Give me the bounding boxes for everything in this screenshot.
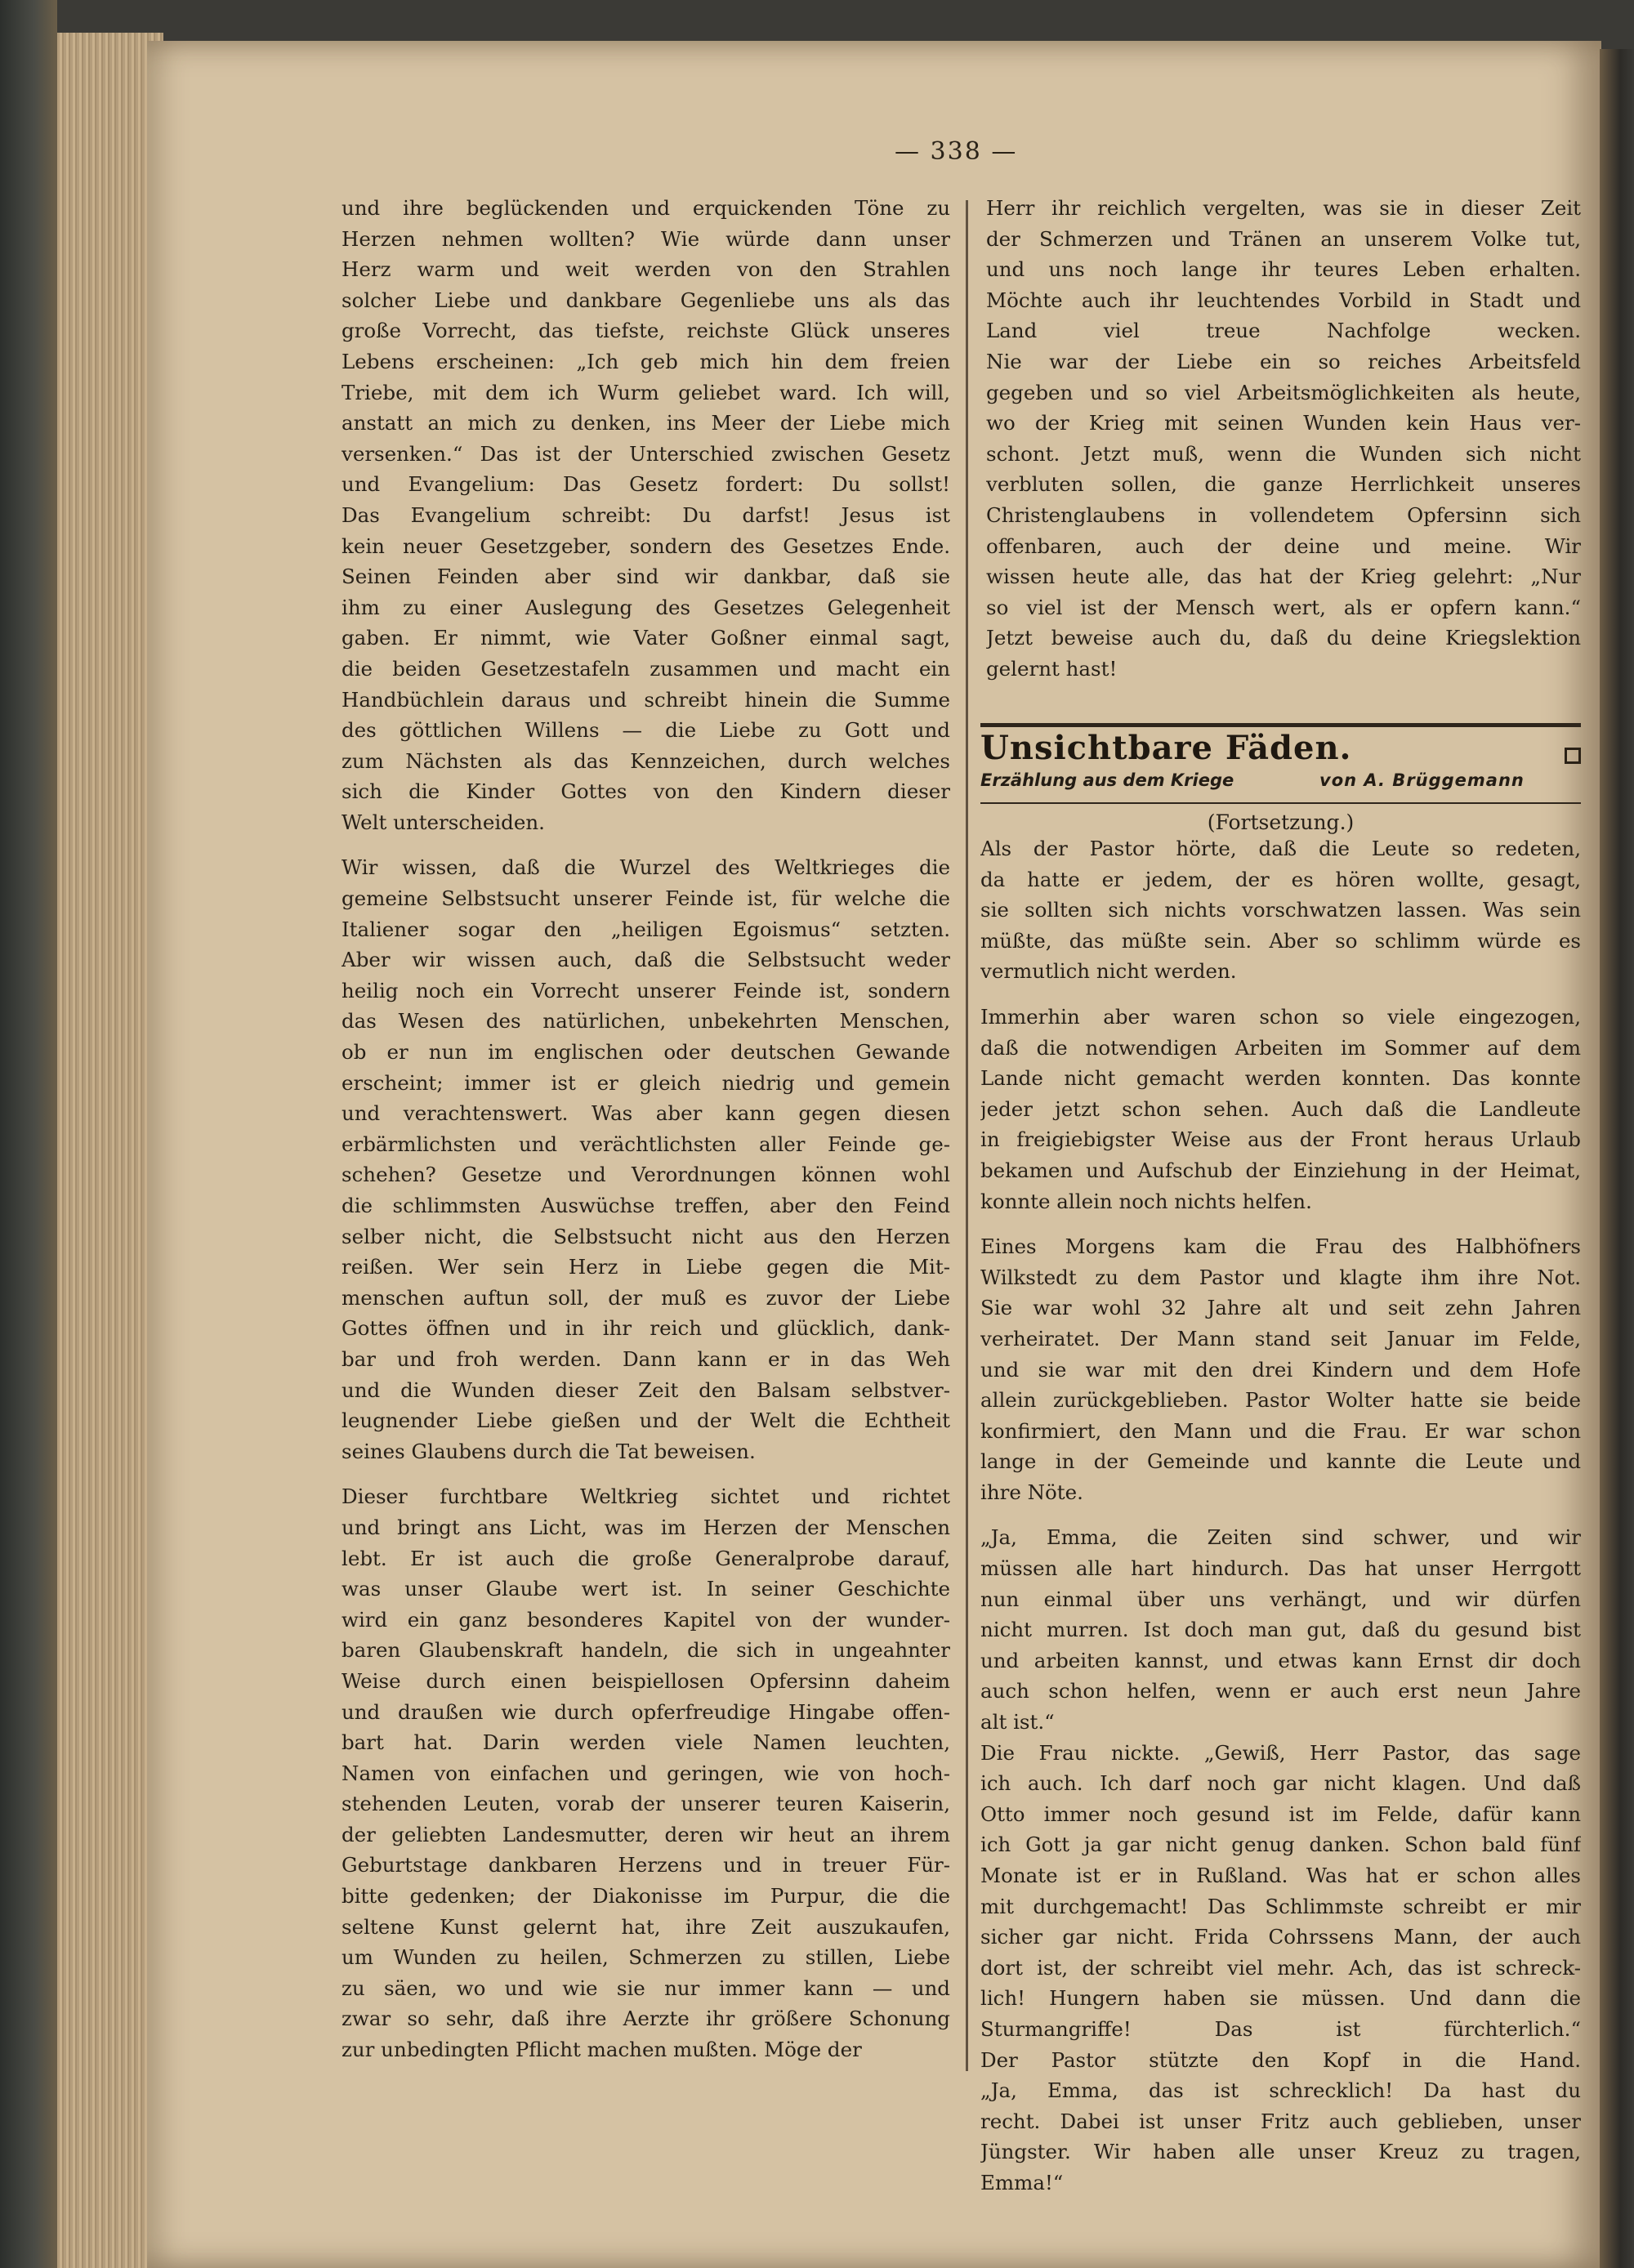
text-line: und verachtenswert. Was aber kann gegen diesen bbox=[342, 1101, 950, 1126]
text-line: große Vorrecht, das tiefste, reichste Glück unseres bbox=[342, 319, 950, 343]
paragraph-gap bbox=[980, 1217, 1581, 1231]
text-line: offenbaren, auch der deine und meine. Wir bbox=[986, 534, 1581, 558]
text-line: Das Evangelium schreibt: Du darfst! Jesus ist bbox=[342, 502, 950, 527]
text-line: mit durchgemacht! Das Schlimmste schreibt er mir bbox=[980, 1894, 1581, 1918]
text-line: zwar so sehr, daß ihre Aerzte ihr größere Schonung bbox=[342, 2007, 950, 2031]
text-line: der Schmerzen und Tränen an unserem Volke tut, bbox=[986, 226, 1581, 251]
text-line: da hatte er jedem, der es hören wollte, gesagt, bbox=[980, 867, 1581, 891]
text-line: selber nicht, die Selbstsucht nicht aus den Herzen bbox=[342, 1224, 950, 1248]
text-line: seltene Kunst gelernt hat, ihre Zeit auszukaufen, bbox=[342, 1914, 950, 1939]
text-line: müssen alle hart hindurch. Das hat unser Herrgott bbox=[980, 1556, 1581, 1581]
text-line: Herz warm und weit werden von den Strahlen bbox=[342, 257, 950, 282]
text-line: vermutlich nicht werden. bbox=[980, 959, 1237, 984]
text-line: Welt unterscheiden. bbox=[342, 810, 545, 834]
text-line: ob er nun im englischen oder deutschen Gewande bbox=[342, 1040, 950, 1065]
text-line: ich auch. Ich darf noch gar nicht klagen. Und daß bbox=[980, 1771, 1581, 1796]
text-line: Aber wir wissen auch, daß die Selbstsucht weder bbox=[342, 948, 950, 972]
text-line: die beiden Gesetzestafeln zusammen und macht ein bbox=[342, 656, 950, 681]
text-line: Namen von einfachen und geringen, wie von hoch- bbox=[342, 1761, 950, 1785]
story-author: von A. Brüggemann bbox=[1319, 770, 1525, 790]
text-line: Weise durch einen beispiellosen Opfersinn daheim bbox=[342, 1668, 950, 1693]
text-line: reißen. Wer sein Herz in Liebe gegen die Mit- bbox=[342, 1255, 950, 1279]
page-number: — 338 — bbox=[895, 137, 1018, 166]
text-line: Monate ist er in Rußland. Was hat er schon alles bbox=[980, 1864, 1581, 1887]
story-subtitle: Erzählung aus dem Kriege bbox=[980, 770, 1234, 790]
book-binding-edge bbox=[0, 0, 57, 2268]
text-line: lich! Hungern haben sie müssen. Und dann die bbox=[980, 1986, 1581, 2011]
text-line: Triebe, mit dem ich Wurm geliebet ward. Ich will, bbox=[342, 380, 950, 404]
text-line: „Ja, Emma, die Zeiten sind schwer, und wir bbox=[980, 1525, 1581, 1550]
text-line: zur unbedingten Pflicht machen mußten. Möge der bbox=[342, 2038, 862, 2062]
text-line: lange in der Gemeinde und kannte die Leute und bbox=[980, 1449, 1581, 1474]
text-line: Seinen Feinden aber sind wir dankbar, daß sie bbox=[342, 565, 950, 589]
text-line: Land viel treue Nachfolge wecken. bbox=[986, 319, 1581, 343]
text-line: Sturmangriffe! Das ist fürchterlich.“ bbox=[980, 2016, 1581, 2041]
text-line: Sie war wohl 32 Jahre alt und seit zehn Jahren bbox=[980, 1296, 1581, 1320]
text-line: bart hat. Darin werden viele Namen leuchten, bbox=[342, 1730, 950, 1755]
text-line: Der Pastor stützte den Kopf in die Hand. bbox=[980, 2047, 1581, 2072]
section-rule bbox=[980, 723, 1581, 727]
text-line: allein zurückgeblieben. Pastor Wolter hatte sie beide bbox=[980, 1388, 1581, 1413]
text-line: Lebens erscheinen: „Ich geb mich hin dem freien bbox=[342, 349, 950, 373]
text-line: gelernt hast! bbox=[986, 656, 1118, 681]
text-line: Gottes öffnen und in ihr reich und glücklich, dank- bbox=[342, 1316, 950, 1341]
text-line: verbluten sollen, die ganze Herrlichkeit unseres bbox=[986, 472, 1581, 497]
text-line: Lande nicht gemacht werden konnten. Das konnte bbox=[980, 1066, 1581, 1091]
text-line: bitte gedenken; der Diakonisse im Purpur, die die bbox=[342, 1884, 950, 1909]
text-line: und arbeiten kannst, und etwas kann Ernst dir doch bbox=[980, 1648, 1581, 1672]
text-line: gegeben und so viel Arbeitsmöglichkeiten als heute, bbox=[986, 380, 1581, 404]
text-line: Wir wissen, daß die Wurzel des Weltkrieges die bbox=[342, 855, 950, 880]
text-line: wird ein ganz besonderes Kapitel von der wunder- bbox=[342, 1607, 950, 1632]
text-line: Emma!“ bbox=[980, 2170, 1064, 2194]
text-line: erscheint; immer ist er gleich niedrig und gemein bbox=[342, 1070, 950, 1095]
text-line: um Wunden zu heilen, Schmerzen zu stillen, Liebe bbox=[342, 1945, 950, 1970]
text-line: und sie war mit den drei Kindern und dem Hofe bbox=[980, 1357, 1581, 1382]
text-line: sich die Kinder Gottes von den Kindern dieser bbox=[342, 779, 950, 804]
text-line: Herr ihr reichlich vergelten, was sie in dieser Zeit bbox=[986, 196, 1581, 220]
text-line: und draußen wie durch opferfreudige Hingabe offen- bbox=[342, 1699, 950, 1724]
text-line: heilig noch ein Vorrecht unserer Feinde ist, sondern bbox=[342, 978, 950, 1002]
text-line: anstatt an mich zu denken, ins Meer der Liebe mich bbox=[342, 411, 950, 435]
text-line: und bringt ans Licht, was im Herzen der Menschen bbox=[342, 1515, 950, 1539]
text-line: der geliebten Landesmutter, deren wir heut an ihrem bbox=[342, 1822, 950, 1846]
text-line: baren Glaubenskraft handeln, die sich in ungeahnter bbox=[342, 1638, 950, 1663]
text-line: recht. Dabei ist unser Fritz auch geblieben, unser bbox=[980, 2109, 1581, 2133]
text-line: wissen heute alle, das hat der Krieg gelehrt: „Nur bbox=[986, 565, 1581, 589]
text-line: sie sollten sich nichts vorschwatzen lassen. Was sein bbox=[980, 898, 1581, 922]
text-line: konnte allein noch nichts helfen. bbox=[980, 1189, 1312, 1213]
text-line: des göttlichen Willens — die Liebe zu Gott und bbox=[342, 718, 950, 743]
text-line: bekamen und Aufschub der Einziehung in der Heimat, bbox=[980, 1158, 1581, 1182]
text-line: Jüngster. Wir haben alle unser Kreuz zu tragen, bbox=[980, 2140, 1581, 2164]
text-line: zu säen, wo und wie sie nur immer kann — und bbox=[342, 1976, 950, 2000]
text-line: alt ist.“ bbox=[980, 1710, 1055, 1734]
text-line: schehen? Gesetze und Verordnungen können wohl bbox=[342, 1163, 950, 1187]
text-line: erbärmlichsten und verächtlichsten aller Feinde ge- bbox=[342, 1132, 950, 1156]
text-line: was unser Glaube wert ist. In seiner Geschichte bbox=[342, 1577, 950, 1601]
text-line: leugnender Liebe gießen und der Welt die Echtheit bbox=[342, 1409, 950, 1433]
text-line: Die Frau nickte. „Gewiß, Herr Pastor, das sage bbox=[980, 1740, 1581, 1765]
text-line: Wilkstedt zu dem Pastor und klagte ihm ihre Not. bbox=[980, 1265, 1581, 1289]
book-right-edge bbox=[1600, 49, 1634, 2268]
text-line: sicher gar nicht. Frida Cohrssens Mann, der auch bbox=[980, 1925, 1581, 1949]
text-line: Herzen nehmen wollten? Wie würde dann unser bbox=[342, 226, 950, 251]
text-line: Immerhin aber waren schon so viele eingezogen, bbox=[980, 1004, 1581, 1029]
text-line: in freigiebigster Weise aus der Front heraus Urlaub bbox=[980, 1127, 1581, 1152]
text-line: die schlimmsten Auswüchse treffen, aber den Feind bbox=[342, 1194, 950, 1217]
text-line: seines Glaubens durch die Tat beweisen. bbox=[342, 1439, 756, 1463]
text-line: wo der Krieg mit seinen Wunden kein Haus ver- bbox=[986, 411, 1581, 435]
text-line: bar und froh werden. Dann kann er in das Weh bbox=[342, 1346, 950, 1371]
square-ornament-icon bbox=[1565, 748, 1581, 764]
text-line: versenken.“ Das ist der Unterschied zwischen Gesetz bbox=[342, 441, 950, 466]
paragraph-gap bbox=[342, 837, 950, 852]
text-line: und die Wunden dieser Zeit den Balsam selbstver- bbox=[342, 1377, 950, 1402]
text-line: Otto immer noch gesund ist im Felde, dafür kann bbox=[980, 1801, 1581, 1826]
continuation-note: (Fortsetzung.) bbox=[1207, 810, 1355, 834]
paragraph-gap bbox=[342, 1467, 950, 1481]
text-line: menschen auftun soll, der muß es zuvor der Liebe bbox=[342, 1285, 950, 1310]
story-title: Unsichtbare Fäden. bbox=[980, 729, 1352, 767]
text-line: Geburtstage dankbaren Herzens und in treuer Für- bbox=[342, 1853, 950, 1877]
text-line: verheiratet. Der Mann stand seit Januar im Felde, bbox=[980, 1326, 1581, 1351]
text-line: ihre Nöte. bbox=[980, 1480, 1083, 1504]
text-line: Christenglaubens in vollendetem Opfersinn sich bbox=[986, 502, 1581, 527]
text-line: dort ist, der schreibt viel mehr. Ach, das ist schreck- bbox=[980, 1955, 1581, 1980]
text-line: konfirmiert, den Mann und die Frau. Er war schon bbox=[980, 1418, 1581, 1443]
text-line: lebt. Er ist auch die große Generalprobe darauf, bbox=[342, 1546, 950, 1570]
text-line: Jetzt beweise auch du, daß du deine Kriegslektion bbox=[986, 626, 1581, 650]
text-line: „Ja, Emma, das ist schrecklich! Da hast du bbox=[980, 2078, 1581, 2103]
text-line: so viel ist der Mensch wert, als er opfern kann.“ bbox=[986, 595, 1581, 619]
section-rule-thin bbox=[980, 802, 1581, 804]
text-line: und ihre beglückenden und erquickenden Töne zu bbox=[342, 196, 950, 220]
column-divider bbox=[966, 200, 968, 2071]
text-line: ich Gott ja gar nicht genug danken. Schon bald fünf bbox=[980, 1833, 1581, 1857]
text-line: Handbüchlein daraus und schreibt hinein die Summe bbox=[342, 687, 950, 712]
right-text-column-bottom bbox=[980, 833, 1581, 2199]
text-line: nun einmal über uns verhängt, und wir dürfen bbox=[980, 1587, 1581, 1611]
text-line: zum Nächsten als das Kennzeichen, durch welches bbox=[342, 748, 950, 773]
text-line: Dieser furchtbare Weltkrieg sichtet und richtet bbox=[342, 1484, 950, 1509]
text-line: Nie war der Liebe ein so reiches Arbeitsfeld bbox=[986, 349, 1581, 373]
text-line: Möchte auch ihr leuchtendes Vorbild in Stadt und bbox=[986, 288, 1581, 312]
text-line: ihm zu einer Auslegung des Gesetzes Gelegenheit bbox=[342, 595, 950, 619]
left-text-column bbox=[342, 193, 950, 2065]
text-line: das Wesen des natürlichen, unbekehrten Menschen, bbox=[342, 1009, 950, 1034]
text-line: gemeine Selbstsucht unserer Feinde ist, für welche die bbox=[342, 886, 950, 911]
right-text-column-top bbox=[986, 193, 1581, 685]
text-line: jeder jetzt schon sehen. Auch daß die Landleute bbox=[980, 1096, 1581, 1121]
paragraph-gap bbox=[980, 987, 1581, 1002]
text-line: Als der Pastor hörte, daß die Leute so redeten, bbox=[980, 837, 1581, 860]
text-line: gaben. Er nimmt, wie Vater Goßner einmal sagt, bbox=[342, 626, 950, 650]
text-line: stehenden Leuten, vorab der unserer teuren Kaiserin, bbox=[342, 1792, 950, 1816]
text-line: schont. Jetzt muß, wenn die Wunden sich nicht bbox=[986, 441, 1581, 466]
text-line: und Evangelium: Das Gesetz fordert: Du sollst! bbox=[342, 472, 950, 497]
text-line: auch schon helfen, wenn er auch erst neun Jahre bbox=[980, 1679, 1581, 1703]
text-line: und uns noch lange ihr teures Leben erhalten. bbox=[986, 257, 1581, 282]
text-line: solcher Liebe und dankbare Gegenliebe uns als das bbox=[342, 288, 950, 312]
paragraph-gap bbox=[980, 1507, 1581, 1522]
text-line: müßte, das müßte sein. Aber so schlimm würde es bbox=[980, 928, 1581, 953]
text-line: daß die notwendigen Arbeiten im Sommer auf dem bbox=[980, 1035, 1581, 1060]
text-line: nicht murren. Ist doch man gut, daß du gesund bist bbox=[980, 1618, 1581, 1642]
text-line: Eines Morgens kam die Frau des Halbhöfners bbox=[980, 1234, 1581, 1259]
text-line: Italiener sogar den „heiligen Egoismus“ setzten. bbox=[342, 917, 950, 941]
text-line: kein neuer Gesetzgeber, sondern des Gesetzes Ende. bbox=[342, 534, 950, 558]
